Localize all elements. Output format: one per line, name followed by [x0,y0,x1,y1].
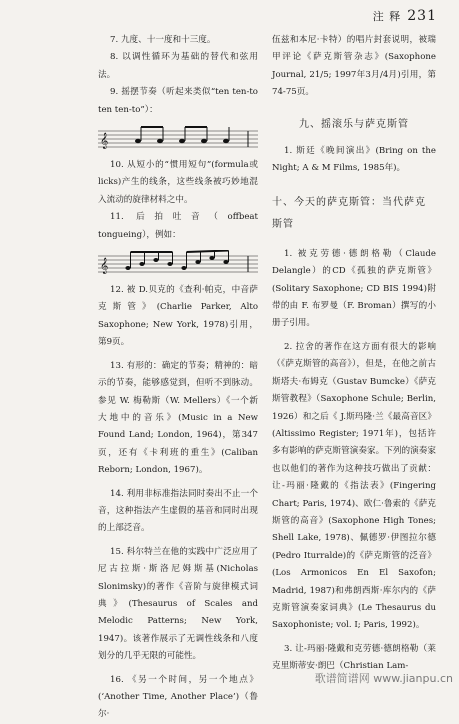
continued-note: 伍兹和本尼·卡特）的唱片封套说明，被瑞甲评论《萨克斯管杂志》(Saxophone Journal, 21/5; 1997年3月/4月)引用，第74-75页。 [272,35,436,98]
music-staff-swing [98,125,258,151]
tongueing-notation-icon [98,250,258,276]
swing-notation-icon [98,125,258,151]
page-number: 231 [407,8,437,24]
section-heading-nine: 九、摇滚乐与萨克斯管 [299,118,409,130]
section-ten-note-2: 2. 拉舍的著作在这方面有很大的影响（《萨克斯管的高音》），但是，在他之前古斯塔夫·布姆克（Gustav Bumcke）《萨克斯管教程》（Saxophone Schule; Berlin, 1926）和之后《 J.斯玛隆·兰《最高音区》(Altissimo Register; 1971年)，包括许多有影响的萨克斯管演奏家。下列的演奏家也以他们的著作为这种技巧做出了贡献：让-玛丽·隆戴的《指法表》(Fingering Chart; Paris, 1974)、欧仁·鲁索的《萨克斯管的高音》(Saxophone High Tones; Shell Lake, 1978)、佩德罗·伊图拉尔德(Pedro Iturralde)的《萨克斯管的泛音》(Los Armonicos En El Saxofon; Madrid, 1987)和弗朗西斯·库尔内的《萨克斯管演奏家词典》(Le Thesaurus du Saxophoniste; vol. Ⅰ; Paris, 1992)。 [272,341,436,631]
section-ten-note-1: 1. 被克劳德·德朗格勒（Claude Delangle）的CD《孤独的萨克斯管》(Solitary Saxophone; CD BIS 1994)附带的由 F. 布罗曼（F. Broman）撰写的小册子引用。 [272,248,436,329]
note-7: 7. 九度、十一度和十三度。 [110,35,216,45]
section-heading-ten: 十、今天的萨克斯管：当代萨克斯管 [272,196,426,230]
note-9: 9. 摇摆节奏（听起来类似“ten ten-to ten ten-to”）： [98,87,258,115]
svg-text:𝄞: 𝄞 [100,258,109,275]
section-nine-note-1: 1. 斯廷《晚间演出》(Bring on the Night; A & M Films, 1985年)。 [272,146,436,174]
note-16: 16. 《另一个时间，另一个地点》(‘Another Time, Another Place’)（鲁尔· [98,674,258,720]
note-15: 15. 科尔特兰在他的实践中广泛应用了尼古拉斯·斯洛尼姆斯基(Nicholas Slonimsky)的著作《音阶与旋律模式词典》(Thesaurus of Scales and Melodic Patterns; New York, 1947)。该著作展示了无调性线条和八度划分的几乎无限的可能性。 [98,546,258,662]
section-ten-note-3: 3. 让-玛丽·隆戴和克劳德·德朗格勒（莱克里斯蒂安·朗巴（Christian Lam- [272,643,436,672]
page-header [373,8,437,24]
note-13: 13. 有形的：确定的节奏；精神的：暗示的节奏，能够感觉到，但听不到脉动。参见 W. 梅勒斯（W. Mellers）《一个新大地中的音乐》(Music in a New Found Land; London, 1964)，第347页，还有《卡利班的重生》(Caliban Reborn; London, 1967)。 [98,360,258,476]
left-column [98,32,258,724]
note-12: 12. 被 D.贝克的《查利·帕克，中音萨克斯管》(Charlie Parker, Alto Saxophone; New York, 1978)引用，第9页。 [98,285,258,348]
note-14: 14. 利用非标准指法同时奏出不止一个音，这种指法产生虚假的基音和同时出现的上部泛音。 [98,488,258,534]
music-staff-tongueing [98,250,258,276]
site-watermark: 歌谱简谱网 www.jianpu.cn [314,672,453,685]
header-title: 注 释 [372,10,402,23]
note-8: 8. 以调性循环为基础的替代和弦用法。 [98,52,258,80]
right-column [272,32,436,676]
note-10: 10. 从短小的“惯用短句”(formula或licks)产生的线条，这些线条被巧妙地混入流动的旋律材料之中。 [98,160,258,205]
svg-text:𝄞: 𝄞 [100,133,109,150]
note-11: 11. 后拍吐音（offbeat tongueing），例如： [98,212,258,240]
